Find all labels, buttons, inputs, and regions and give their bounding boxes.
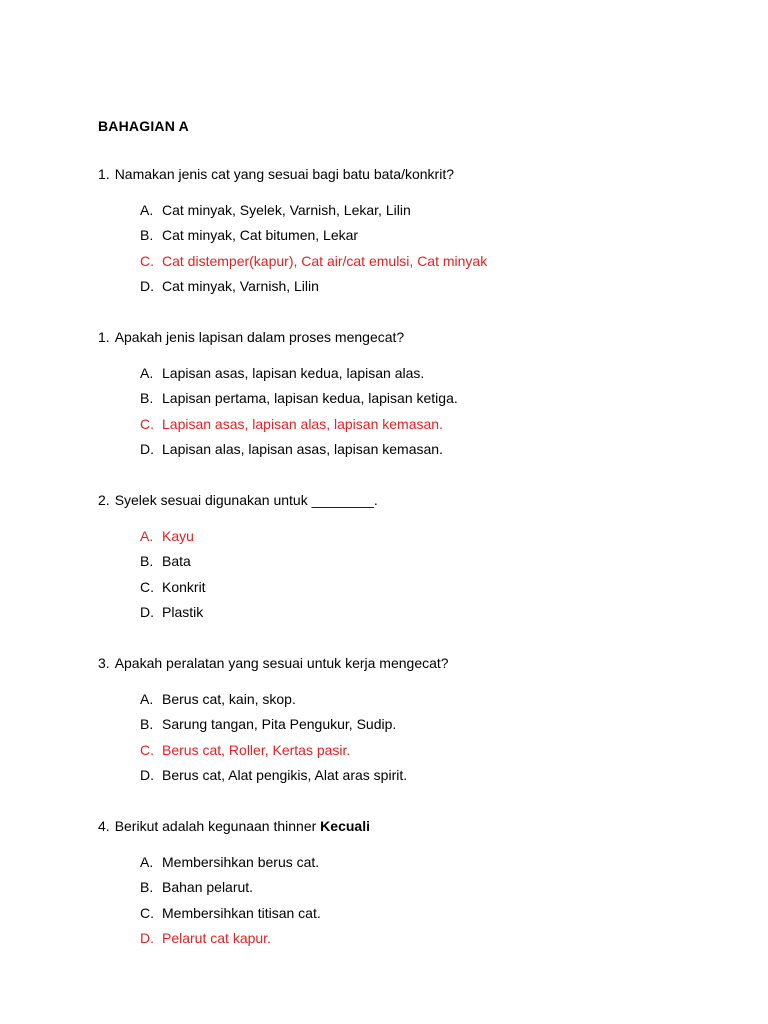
question-1 (98, 166, 454, 182)
option-text: Lapisan alas, lapisan asas, lapisan kemasan. (162, 440, 443, 457)
option-letter: C. (140, 578, 154, 595)
option-d (140, 437, 458, 462)
option-letter: D. (140, 603, 154, 620)
options-list-4 (140, 687, 407, 788)
option-b (140, 875, 321, 900)
option-letter: A. (140, 691, 154, 707)
option-letter: A. (140, 854, 154, 870)
option-letter: B. (140, 716, 154, 733)
options-list-2 (140, 361, 458, 462)
option-text: Lapisan asas, lapisan alas, lapisan kemasan. (162, 415, 443, 432)
option-letter: B. (140, 879, 154, 896)
option-letter: C. (140, 741, 154, 758)
option-text: Cat minyak, Cat bitumen, Lekar (162, 227, 359, 244)
option-text: Berus cat, kain, skop. (162, 691, 296, 707)
option-text: Berus cat, Roller, Kertas pasir. (162, 741, 351, 758)
option-a (140, 850, 321, 875)
question-number: 1. (98, 166, 110, 182)
option-a (140, 524, 206, 549)
options-list-3 (140, 524, 206, 625)
option-text: Plastik (162, 603, 204, 620)
option-text: Cat minyak, Varnish, Lilin (162, 277, 319, 294)
question-text: Apakah peralatan yang sesuai untuk kerja mengecat? (114, 655, 449, 671)
option-letter: C. (140, 415, 154, 432)
option-text: Membersihkan titisan cat. (162, 904, 321, 921)
option-text: Bata (162, 553, 191, 570)
option-a (140, 198, 487, 223)
option-letter: D. (140, 766, 154, 783)
option-text: Cat distemper(kapur), Cat air/cat emulsi, Cat minyak (162, 252, 488, 269)
options-list-1 (140, 198, 487, 299)
option-c (140, 412, 458, 437)
question-2 (98, 329, 404, 345)
option-text: Lapisan asas, lapisan kedua, lapisan alas. (162, 365, 425, 381)
option-c (140, 575, 206, 600)
option-text: Lapisan pertama, lapisan kedua, lapisan ketiga. (162, 390, 458, 407)
question-3 (98, 492, 378, 508)
option-b (140, 386, 458, 411)
section-heading: BAHAGIAN A (98, 118, 189, 134)
option-letter: A. (140, 528, 154, 544)
option-text: Konkrit (162, 578, 206, 595)
option-text: Membersihkan berus cat. (162, 854, 320, 870)
question-text: Apakah jenis lapisan dalam proses mengecat? (114, 329, 405, 345)
option-d (140, 600, 206, 625)
option-letter: B. (140, 227, 154, 244)
question-number: 2. (98, 492, 110, 508)
option-d (140, 274, 487, 299)
question-text: Berikut adalah kegunaan thinner (114, 818, 317, 834)
question-text: Syelek sesuai digunakan untuk ________. (114, 492, 378, 508)
option-text: Kayu (162, 528, 194, 544)
option-c (140, 738, 407, 763)
option-letter: D. (140, 440, 154, 457)
option-letter: D. (140, 277, 154, 294)
question-emphasis: Kecuali (320, 818, 370, 834)
option-letter: A. (140, 365, 154, 381)
question-4 (98, 655, 449, 671)
option-c (140, 249, 487, 274)
option-a (140, 687, 407, 712)
question-number: 3. (98, 655, 110, 671)
option-c (140, 901, 321, 926)
option-b (140, 712, 407, 737)
option-letter: B. (140, 390, 154, 407)
question-5 (98, 818, 370, 834)
option-letter: D. (140, 929, 154, 946)
question-number: 4. (98, 818, 110, 834)
option-letter: A. (140, 202, 154, 218)
option-text: Berus cat, Alat pengikis, Alat aras spirit. (162, 766, 408, 783)
option-d (140, 926, 321, 951)
option-a (140, 361, 458, 386)
question-text: Namakan jenis cat yang sesuai bagi batu bata/konkrit? (114, 166, 455, 182)
option-letter: C. (140, 252, 154, 269)
question-number: 1. (98, 329, 110, 345)
option-d (140, 763, 407, 788)
option-b (140, 223, 487, 248)
option-b (140, 549, 206, 574)
option-text: Cat minyak, Syelek, Varnish, Lekar, Lilin (162, 202, 411, 218)
option-text: Bahan pelarut. (162, 879, 254, 896)
option-letter: B. (140, 553, 154, 570)
option-letter: C. (140, 904, 154, 921)
option-text: Sarung tangan, Pita Pengukur, Sudip. (162, 716, 397, 733)
options-list-5 (140, 850, 321, 951)
option-text: Pelarut cat kapur. (162, 929, 271, 946)
